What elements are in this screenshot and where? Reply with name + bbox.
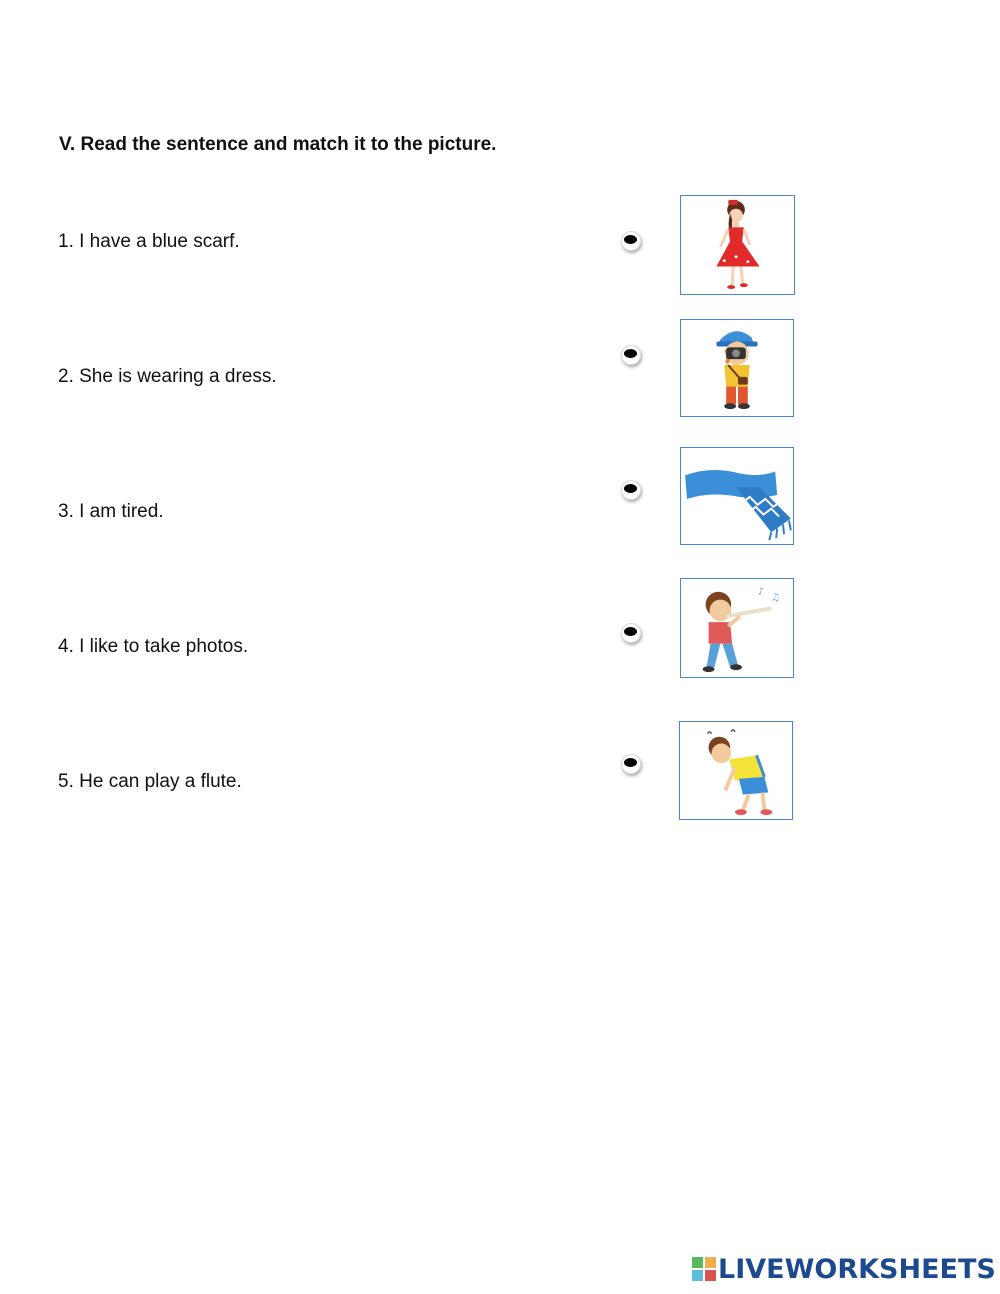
child-with-camera-icon (681, 320, 793, 416)
match-dot-4[interactable] (621, 623, 641, 643)
blue-scarf-icon (681, 448, 793, 544)
match-dot-1[interactable] (621, 231, 641, 251)
brand-text: LIVEWORKSHEETS (718, 1253, 996, 1285)
picture-4[interactable] (680, 578, 794, 678)
sentence-5: 5. He can play a flute. (58, 771, 242, 792)
picture-1[interactable] (680, 195, 795, 295)
liveworksheets-logo-icon (692, 1257, 716, 1281)
girl-in-red-dress-icon (681, 196, 794, 294)
match-dot-5[interactable] (621, 754, 641, 774)
sentence-3: 3. I am tired. (58, 501, 164, 522)
sentence-4: 4. I like to take photos. (58, 636, 249, 657)
svg-text:♪: ♪ (757, 586, 764, 598)
match-dot-3[interactable] (621, 480, 641, 500)
boy-playing-flute-icon (681, 579, 793, 677)
match-dot-2[interactable] (621, 345, 641, 365)
picture-3[interactable] (680, 447, 794, 545)
svg-text:♫: ♫ (771, 592, 781, 604)
exercise-title: V. Read the sentence and match it to the picture. (59, 134, 497, 155)
sentence-2: 2. She is wearing a dress. (58, 366, 277, 387)
sentence-1: 1. I have a blue scarf. (58, 231, 240, 252)
tired-man-icon (680, 722, 792, 819)
picture-2[interactable] (680, 319, 794, 417)
liveworksheets-logo (692, 1252, 996, 1286)
picture-5[interactable] (679, 721, 793, 820)
